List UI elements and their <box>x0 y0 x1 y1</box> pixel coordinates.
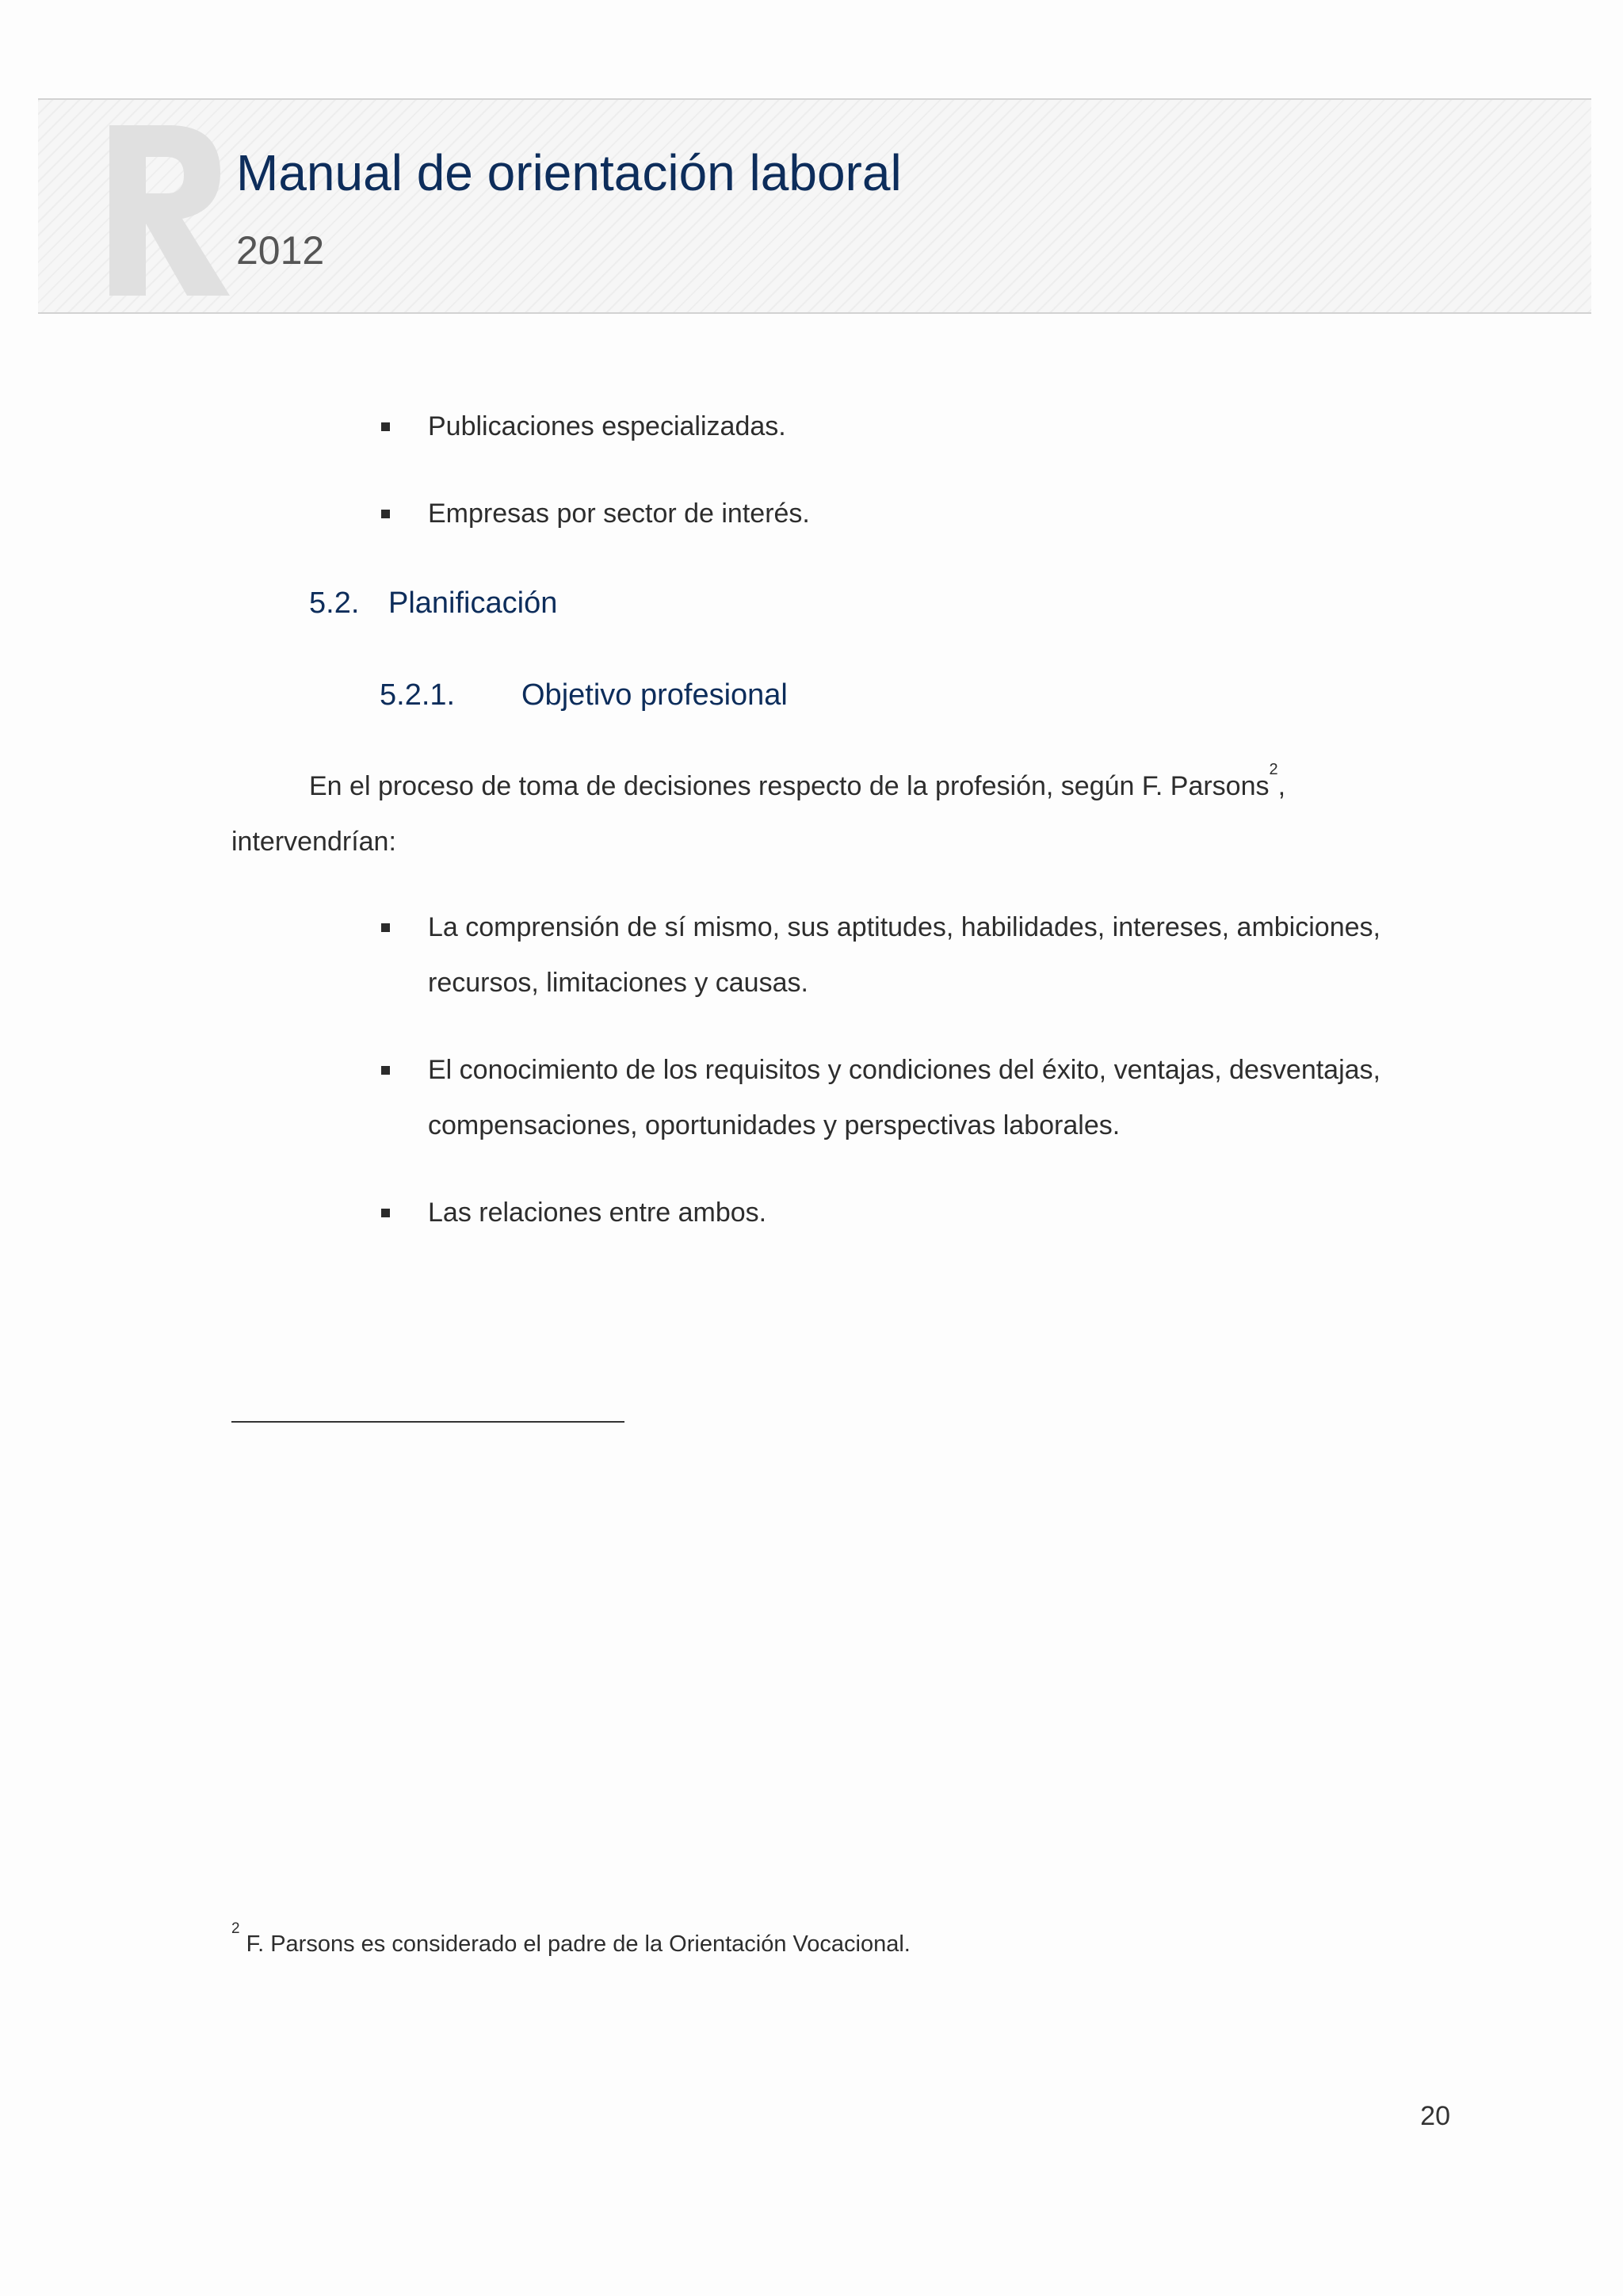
list-item: Las relaciones entre ambos. <box>428 1198 767 1228</box>
subsection-title: Objetivo profesional <box>521 678 788 712</box>
list-item: Empresas por sector de interés. <box>428 499 810 529</box>
subsection-number: 5.2.1. <box>380 678 456 712</box>
bullet-square-icon <box>381 1066 390 1075</box>
paragraph-text: En el proceso de toma de decisiones respecto de la profesión, según F. Parsons <box>309 771 1270 801</box>
bullet-square-icon <box>381 510 390 518</box>
paragraph-punct: , <box>1277 771 1286 801</box>
list-item-continuation: compensaciones, oportunidades y perspectivas laborales. <box>428 1110 1121 1140</box>
section-number: 5.2. <box>309 586 360 620</box>
bullet-square-icon <box>381 422 390 431</box>
page-number: 20 <box>1420 2101 1450 2131</box>
document-year: 2012 <box>236 228 325 273</box>
footnote-text: F. Parsons es considerado el padre de la Orientación Vocacional. <box>246 1931 911 1957</box>
paragraph-line: intervendrían: <box>231 827 396 857</box>
list-item-continuation: recursos, limitaciones y causas. <box>428 968 808 998</box>
document-header <box>38 98 1591 314</box>
footnote-separator <box>231 1421 624 1423</box>
paragraph-line <box>309 760 1286 804</box>
r-watermark-icon <box>94 117 236 300</box>
footnote-reference: 2 <box>1269 760 1278 778</box>
list-item: El conocimiento de los requisitos y condiciones del éxito, ventajas, desventajas, <box>428 1055 1381 1085</box>
list-item: Publicaciones especializadas. <box>428 411 786 441</box>
footnote <box>231 1920 911 1960</box>
list-item: La comprensión de sí mismo, sus aptitudes, habilidades, intereses, ambiciones, <box>428 912 1381 942</box>
bullet-square-icon <box>381 1209 390 1217</box>
document-title: Manual de orientación laboral <box>236 144 902 201</box>
footnote-number: 2 <box>231 1920 240 1938</box>
section-title: Planificación <box>388 586 558 620</box>
bullet-square-icon <box>381 923 390 932</box>
